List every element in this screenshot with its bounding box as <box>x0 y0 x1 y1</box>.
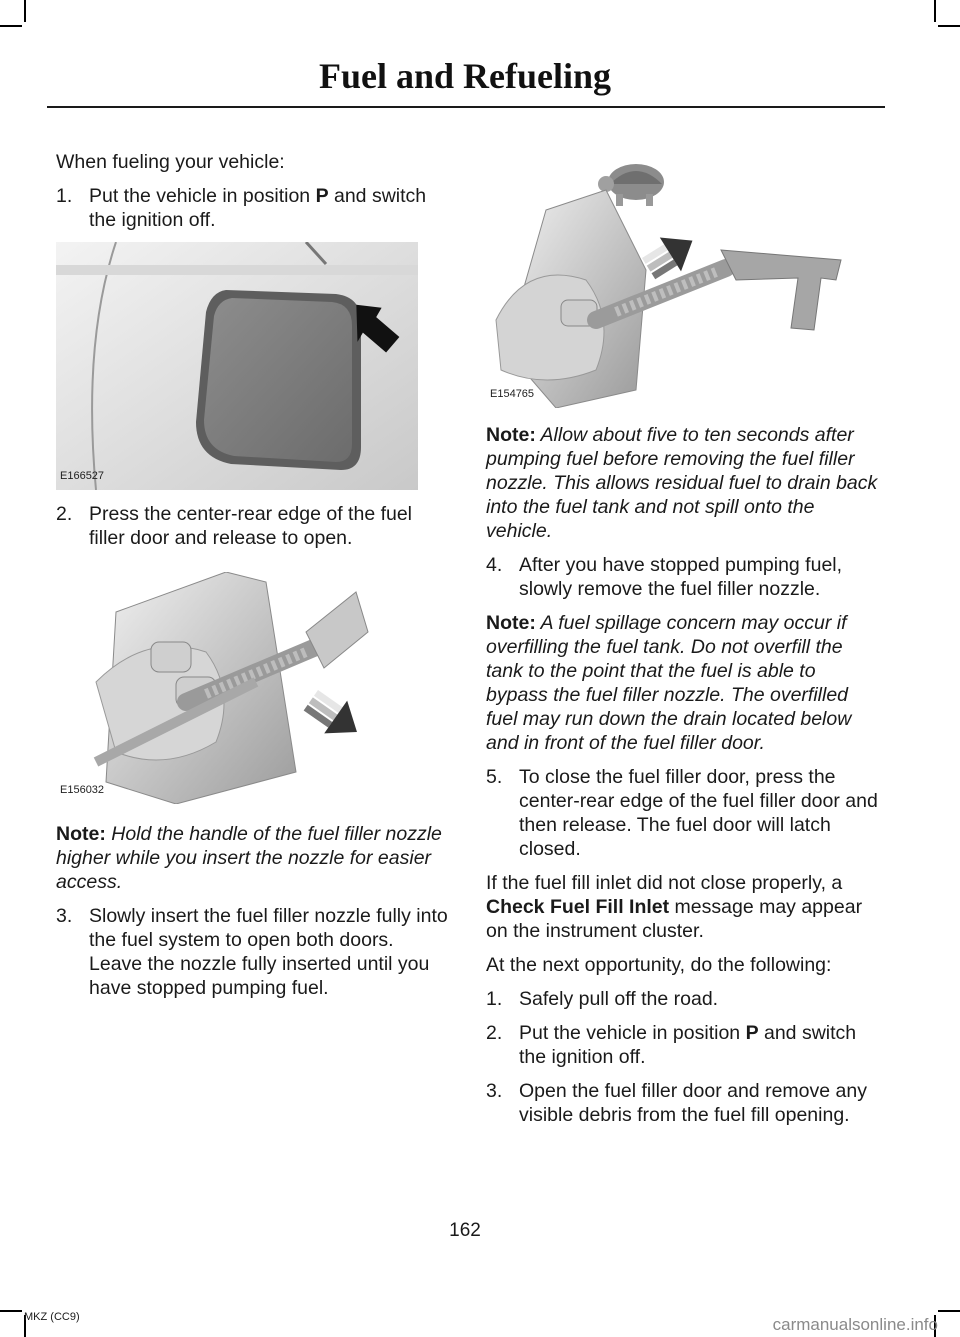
crop-mark <box>0 1310 22 1312</box>
step-number: 1. <box>56 185 73 207</box>
nozzle-insert-illustration <box>56 572 418 804</box>
sub-step-3 <box>486 1079 882 1127</box>
intro-text: When fueling your vehicle: <box>56 151 285 173</box>
step-2 <box>56 502 448 550</box>
page-number: 162 <box>449 1220 481 1241</box>
gear-position: P <box>745 1022 759 1044</box>
next-opportunity-paragraph: At the next opportunity, do the following: <box>486 954 832 976</box>
crop-mark <box>0 25 22 27</box>
step-number: 3. <box>56 905 73 927</box>
step-text: After you have stopped pumping fuel, slowly remove the fuel filler nozzle. <box>519 554 843 600</box>
sub-step-1 <box>486 987 882 1011</box>
note-label: Note: <box>486 424 536 446</box>
crop-mark <box>938 25 960 27</box>
note-label: Note: <box>486 612 536 634</box>
step-text-cont: and switch the ignition off. <box>89 185 427 231</box>
sub-step-2 <box>486 1021 882 1069</box>
left-column <box>56 150 448 1010</box>
step-number: 2. <box>56 503 73 525</box>
step-text: Put the vehicle in position <box>519 1022 746 1044</box>
message-name: Check Fuel Fill Inlet <box>486 896 670 918</box>
step-text-cont: and switch the ignition off. <box>519 1022 857 1068</box>
header-divider <box>47 106 885 108</box>
figure-nozzle-insert <box>56 572 418 804</box>
step-text: Open the fuel filler door and remove any visible debris from the fuel fill opening. <box>519 1080 867 1126</box>
step-text: Slowly insert the fuel filler nozzle fully into the fuel system to open both doors. Leave the nozzle fully inserted until you have stopped pumping fuel. <box>89 905 448 999</box>
figure-code: E156032 <box>60 784 105 796</box>
note-label: Note: <box>56 823 106 845</box>
step-number: 2. <box>486 1022 503 1044</box>
note-text: A fuel spillage concern may occur if overfilling the fuel tank. Do not overfill the tank to the point that the fuel is able to bypass the fuel filler nozzle. The overfilled fuel may run down the drain located below and in front of the fuel filler door. <box>486 612 852 754</box>
page-title: Fuel and Refueling <box>318 56 612 96</box>
step-text: Press the center-rear edge of the fuel filler door and release to open. <box>89 503 413 549</box>
step-number: 1. <box>486 988 503 1010</box>
step-number: 3. <box>486 1080 503 1102</box>
model-code: MKZ (CC9) <box>24 1311 80 1323</box>
step-number: 4. <box>486 554 503 576</box>
step-5 <box>486 765 882 861</box>
nozzle-turtle-illustration <box>486 150 848 408</box>
step-text: Safely pull off the road. <box>519 988 719 1010</box>
crop-mark <box>938 1310 960 1312</box>
figure-nozzle-turtle <box>486 150 848 408</box>
note-spillage <box>486 611 882 755</box>
step-text: Put the vehicle in position <box>89 185 316 207</box>
step-3 <box>56 904 448 1000</box>
gear-position: P <box>315 185 329 207</box>
crop-mark <box>934 0 936 22</box>
note-text: Allow about five to ten seconds after pumping fuel before removing the fuel filler nozzle. This allows residual fuel to drain back into the fuel tank and not spill onto the vehicle. <box>486 424 878 542</box>
note-nozzle-handle <box>56 822 448 894</box>
para-text-cont: message may appear on the instrument cluster. <box>486 896 863 942</box>
watermark: carmanualsonline.info <box>772 1315 938 1334</box>
figure-fuel-door <box>56 242 418 490</box>
para-text: If the fuel fill inlet did not close properly, a <box>486 872 843 894</box>
step-1 <box>56 184 448 232</box>
crop-mark <box>24 0 26 22</box>
right-column <box>486 150 882 1137</box>
note-wait-seconds <box>486 423 882 543</box>
step-number: 5. <box>486 766 503 788</box>
note-text: Hold the handle of the fuel filler nozzle higher while you insert the nozzle for easier access. <box>56 823 442 893</box>
figure-code: E166527 <box>60 470 105 482</box>
step-4 <box>486 553 882 601</box>
figure-code: E154765 <box>490 388 535 400</box>
check-inlet-paragraph <box>486 871 882 943</box>
step-text: To close the fuel filler door, press the center-rear edge of the fuel filler door and then release. The fuel door will latch closed. <box>519 766 878 860</box>
fuel-door-illustration <box>56 242 418 490</box>
